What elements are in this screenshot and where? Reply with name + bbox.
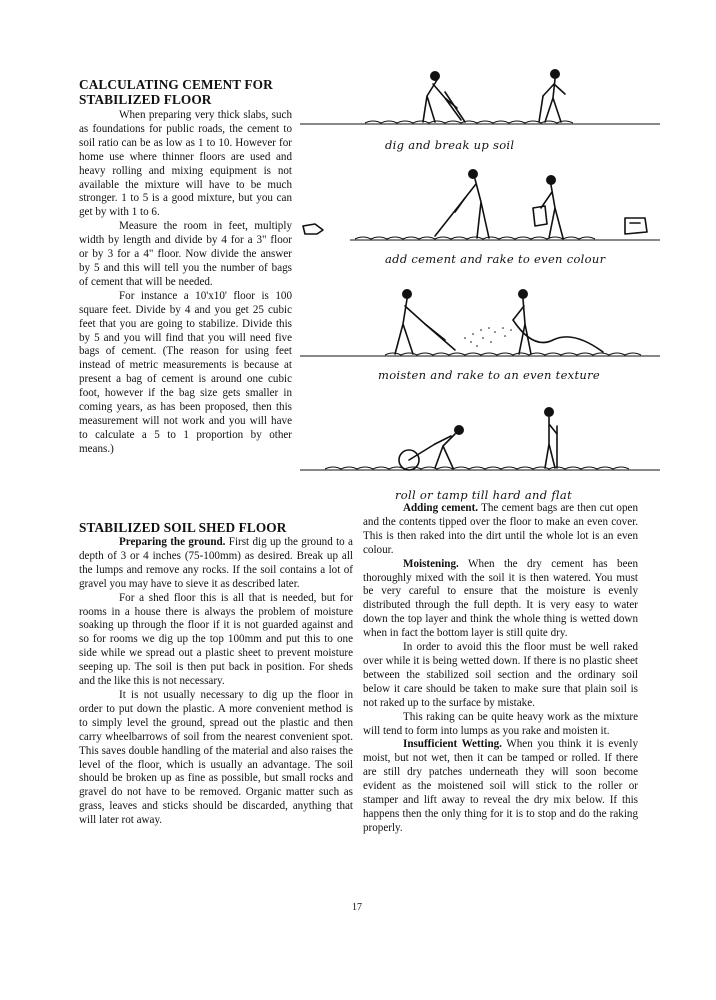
- runin-heading: Moistening.: [403, 557, 459, 570]
- illustration-moisten: [295, 284, 665, 364]
- paragraph-text: When you think it is evenly moist, but not wet, then it can be tamped or rolled. If there are still dry patches underneath they will soon become evident as the moistened soil will stick to the roller or stamper and lift away to reveal the dry mix below. If this happens then the only thing for it is to stop and do the raking properly.: [363, 738, 638, 834]
- illustration-caption: add cement and rake to even colour: [385, 252, 606, 266]
- page-number: 17: [352, 902, 362, 913]
- digger-figure: [423, 71, 465, 122]
- paragraph-text: When the dry cement has been thoroughly mixed with the soil it is then watered. You must be very careful to ensure that the moisture is evenly distributed through the full depth. It is very easy to water down the top layer and think the whole thing is wetted down when in fact the bottom layer is still quite dry.: [363, 557, 638, 640]
- paragraph-adding-cement: [363, 502, 638, 558]
- paragraph-text: First dig up the ground to a depth of 3 or 4 inches (75-100mm) as desired. Break up all the lumps and remove any rocks. If the soil contains a lot of gravel you may have to sieve it as described later.: [79, 536, 353, 590]
- paragraph: For instance a 10'x10' floor is 100 square feet. Divide by 4 and you get 25 cubic feet that you are going to stabilize. Divide this by 5 and you will find that you will need five bags of cement. (The reason for using feet instead of metric measurements is because at present a bag of cement is around one cubic foot, however if the bag size gets smaller in coming years, as has been proposed, then this measurement will not work and you will have to calculate a 5 to 1 proportion by other means.): [79, 289, 292, 455]
- raking-figure: [435, 169, 489, 238]
- runin-heading: Adding cement.: [403, 502, 479, 514]
- paragraph: In order to avoid this the floor must be well raked over while it is being wetted down. If there is no plastic sheet between the stabilized soil section and the ordinary soil below it care should be taken to make sure that plain soil is not raked up to the surface by mistake.: [363, 641, 638, 709]
- paragraph: For a shed floor this is all that is needed, but for rooms in a house there is always the problem of moisture soaking up through the floor if it is not guarded against and so for rooms we dig up the top 100mm and put this to one side while we spread out a plastic sheet to prevent moisture seeping up. The soil is then put back in position. For sheds and the like this is not necessary.: [79, 591, 353, 688]
- paragraph: This raking can be quite heavy work as the mixture will tend to form into lumps as you rake and moisten it.: [363, 710, 638, 737]
- worker-figure: [539, 69, 565, 122]
- runin-heading: Preparing the ground.: [119, 536, 226, 548]
- hose-figure: [513, 289, 603, 354]
- illustration-roll: [295, 402, 665, 482]
- illustration-caption: roll or tamp till hard and flat: [395, 488, 572, 502]
- calculating-cement-body: [79, 109, 292, 457]
- paragraph: It is not usually necessary to dig up the floor in order to put down the plastic. A more convenient method is to simply level the ground, spread out the plastic and then carry wheelbarrows of soil from the nearest convenient spot. This saves double handling of the material and also raises the level of the floor, which is usually an advantage. The soil should be broken up as fine as possible, but small rocks and gravel do not have to be removed. Organic matter such as grass, leaves and sticks should be discarded, anything that will later rot away.: [79, 688, 353, 827]
- shed-floor-body-left: [79, 536, 353, 828]
- paragraph-moistening: [363, 558, 638, 641]
- illustration-add-cement: [295, 168, 665, 246]
- paragraph: When preparing very thick slabs, such as foundations for public roads, the cement to soil ratio can be as low as 1 to 10. However for home use where thinner floors are used and heavy rolling and mixing equipment is not available the mixture will have to be much stronger. 1 to 5 is a good mixture, but you can get by with 1 to 6.: [79, 109, 292, 219]
- paragraph-insufficient-wetting: [363, 738, 638, 835]
- paragraph-preparing: [79, 536, 353, 592]
- section-heading-calculating-cement: CALCULATING CEMENT FOR STABILIZED FLOOR: [79, 77, 273, 107]
- raking-figure: [395, 289, 455, 354]
- illustration-caption: dig and break up soil: [385, 138, 515, 152]
- shed-floor-body-right: [363, 502, 638, 836]
- runin-heading: Insufficient Wetting.: [403, 738, 502, 751]
- pouring-figure: [533, 175, 563, 238]
- illustration-caption: moisten and rake to an even texture: [378, 368, 600, 382]
- section-heading-shed-floor: STABILIZED SOIL SHED FLOOR: [79, 520, 287, 535]
- spray-water: [464, 327, 512, 347]
- paragraph: Measure the room in feet, multiply width by length and divide by 4 for a 3" floor or by 3 for a 4" floor. Now divide the answer by 5 and this will tell you the number of bags of cement that will be needed.: [79, 220, 292, 288]
- paragraph-text: The cement bags are then cut open and the contents tipped over the floor to make an even cover. This is then raked into the dirt until the whole lot is an even colour.: [363, 502, 638, 556]
- roller-figure: [399, 425, 464, 470]
- illustration-dig: [295, 62, 665, 134]
- tamper-figure: [544, 407, 557, 468]
